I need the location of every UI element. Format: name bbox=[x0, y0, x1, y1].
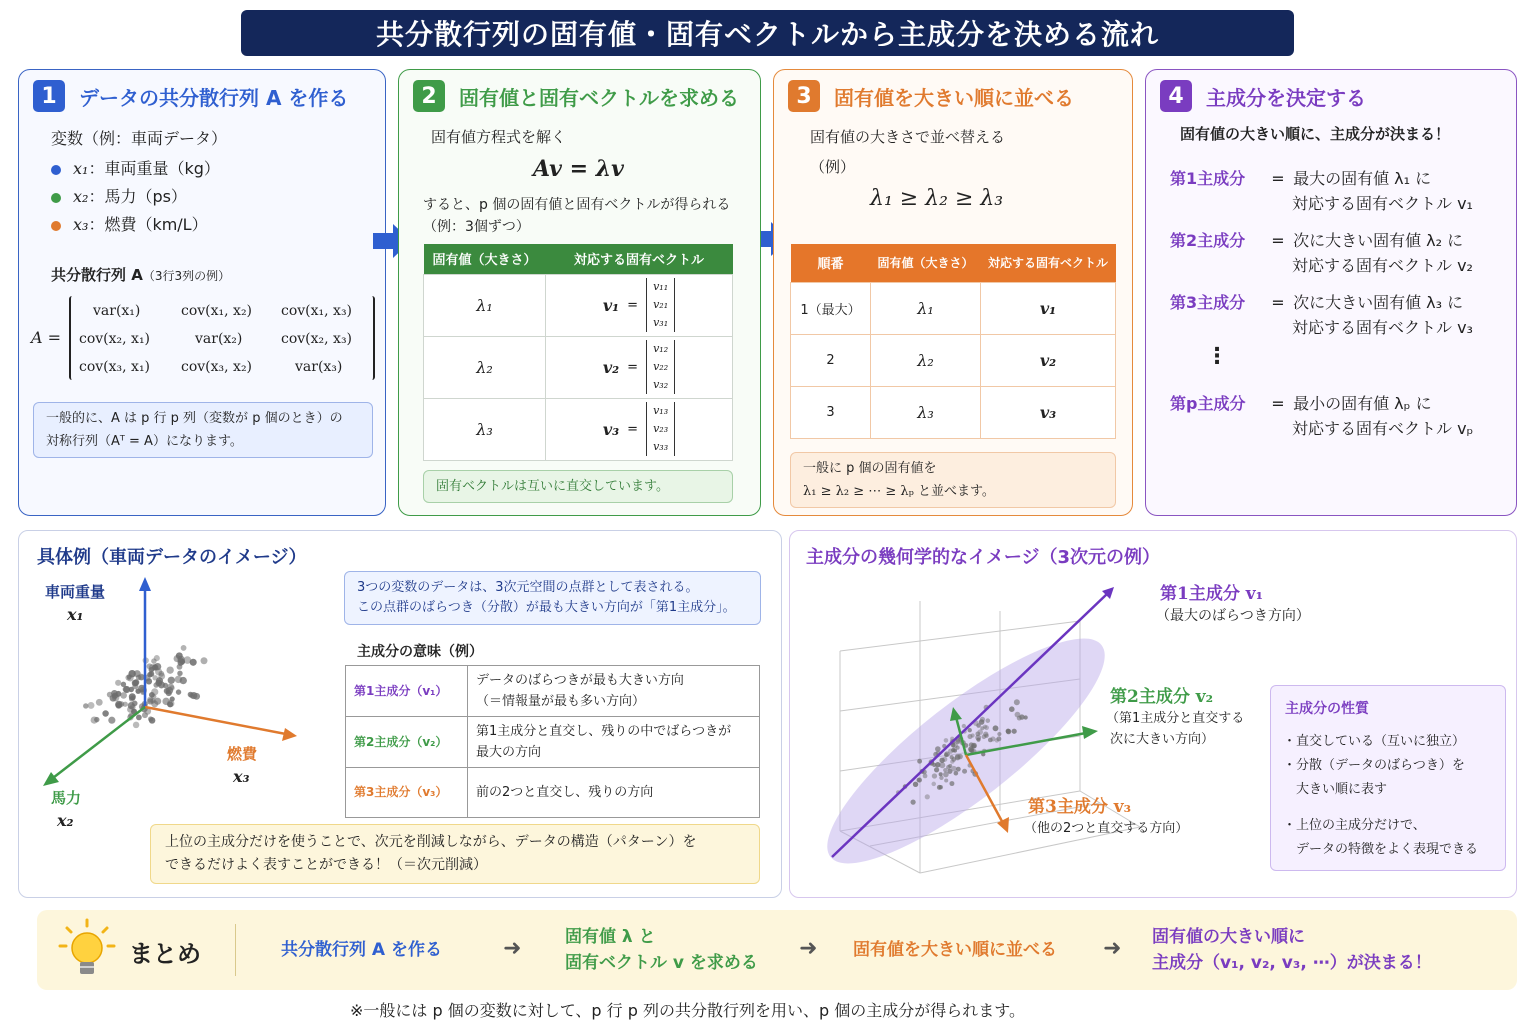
eigen-row-2 bbox=[424, 336, 733, 398]
meaning-row-3 bbox=[346, 768, 760, 818]
meaning-table bbox=[345, 665, 760, 818]
scatter-point bbox=[954, 771, 959, 776]
scatter-point bbox=[910, 799, 915, 804]
scatter-point bbox=[181, 645, 187, 651]
step1-note-line1: 一般的に、A は p 行 p 列（変数が p 個のとき）の bbox=[46, 411, 343, 426]
matrix-cell-23: cov(x₂, x₃) bbox=[281, 331, 353, 347]
var-row-2 bbox=[51, 184, 187, 207]
eigenvalue-2: λ₂ bbox=[424, 336, 546, 398]
property-3b: データの特徴をよく表現できる bbox=[1283, 842, 1479, 857]
pc3-arrow-head bbox=[997, 817, 1009, 833]
scatter-point bbox=[177, 671, 182, 676]
v-comp-23: v₂₃ bbox=[653, 422, 669, 435]
scatter-point bbox=[151, 658, 156, 663]
property-2b: 大きい順に表す bbox=[1283, 782, 1388, 797]
pc2-desc-1: （第1主成分と直交する bbox=[1106, 711, 1245, 726]
sorted-table-header bbox=[791, 244, 1116, 282]
step2-heading: 固有値と固有ベクトルを求める bbox=[459, 85, 739, 110]
pc3-label: 第3主成分 v₃ bbox=[1028, 797, 1132, 817]
sorted-value-3: λ₃ bbox=[871, 386, 981, 438]
scatter-point bbox=[154, 663, 161, 670]
properties-title: 主成分の性質 bbox=[1285, 701, 1369, 717]
meaning-desc-1-line2: （＝情報量が最も多い方向） bbox=[476, 694, 646, 709]
step4-header bbox=[1160, 80, 1366, 112]
example-info bbox=[344, 571, 761, 625]
var-row-3 bbox=[51, 212, 208, 235]
eigen-col-vector: 対応する固有ベクトル bbox=[546, 244, 733, 274]
pc2-label: 第2主成分 v₂ bbox=[1110, 687, 1214, 707]
step3-note bbox=[790, 452, 1116, 508]
step4-panel bbox=[1145, 69, 1517, 516]
v-comp-31: v₃₁ bbox=[653, 316, 669, 329]
step1-note bbox=[33, 402, 373, 458]
step2-text1: すると、p 個の固有値と固有ベクトルが得られる bbox=[423, 197, 731, 213]
step3-panel bbox=[773, 69, 1133, 516]
sorted-col-value: 固有値（大きさ） bbox=[871, 244, 981, 282]
var-dot-1 bbox=[51, 165, 61, 175]
scatter-point bbox=[949, 781, 954, 786]
var-label-1: ：車両重量（kg） bbox=[88, 159, 220, 178]
sorted-row-3 bbox=[791, 386, 1116, 438]
sorted-order-2: 2 bbox=[791, 334, 871, 386]
cov-title bbox=[51, 264, 230, 285]
step2-note: 固有ベクトルは互いに直交しています。 bbox=[423, 470, 733, 503]
summary-step4-line2: 主成分（v₁, v₂, v₃, ⋯）が決まる！ bbox=[1152, 953, 1432, 973]
scatter-point bbox=[931, 782, 936, 787]
matrix-cell-32: cov(x₃, x₂) bbox=[181, 359, 253, 375]
eigen-table-header bbox=[424, 244, 733, 274]
pca-geometry-plot bbox=[810, 581, 1150, 891]
pc-row-2-line2: 対応する固有ベクトル v₂ bbox=[1292, 256, 1473, 275]
scatter-point bbox=[168, 677, 175, 684]
scatter-point bbox=[975, 731, 980, 736]
page-title: 共分散行列の固有値・固有ベクトルから主成分を決める流れ bbox=[241, 10, 1294, 56]
step3-header bbox=[788, 80, 1074, 112]
scatter-point bbox=[939, 772, 943, 776]
summary-step4 bbox=[1152, 924, 1432, 976]
eigenvector-3-sym: v₃ bbox=[602, 419, 620, 439]
scatter-point bbox=[125, 675, 131, 681]
step4-number: 4 bbox=[1160, 80, 1192, 112]
step2-subtitle: 固有値方程式を解く bbox=[431, 128, 567, 146]
var-sym-2: x₂ bbox=[73, 187, 89, 206]
axis-x3-symbol: x₃ bbox=[233, 767, 250, 786]
scatter-point bbox=[976, 738, 980, 742]
scatter-point bbox=[942, 757, 947, 762]
pc-row-p bbox=[1170, 391, 1473, 441]
step1-panel bbox=[18, 69, 386, 516]
pc-row-2-label: 第2主成分 bbox=[1170, 231, 1246, 250]
scatter-point bbox=[162, 698, 169, 705]
summary-step2-line1: 固有値 λ と bbox=[565, 927, 656, 947]
scatter-point bbox=[201, 657, 208, 664]
matrix-cell-33: var(x₃) bbox=[295, 359, 343, 375]
step4-heading: 主成分を決定する bbox=[1206, 85, 1366, 110]
eigenvector-2-eq: = bbox=[627, 359, 639, 375]
axis-x1-head bbox=[139, 577, 151, 591]
step2-panel bbox=[398, 69, 761, 516]
scatter-point bbox=[962, 724, 966, 728]
scatter-point bbox=[944, 751, 950, 757]
matrix-cell-11: var(x₁) bbox=[93, 303, 141, 319]
step2-text2: （例：3個ずつ） bbox=[423, 219, 530, 235]
meaning-desc-2-line1: 第1主成分と直交し、残りの中でばらつきが bbox=[476, 724, 732, 739]
scatter-point bbox=[176, 689, 181, 694]
step3-heading: 固有値を大きい順に並べる bbox=[834, 85, 1074, 110]
scatter-point bbox=[1009, 706, 1015, 712]
scatter-point bbox=[934, 767, 939, 772]
eigenvector-1-eq: = bbox=[627, 297, 639, 313]
eigenvector-1-components bbox=[646, 278, 675, 332]
matrix-lhs: A = bbox=[31, 328, 62, 347]
scatter-point bbox=[156, 677, 163, 684]
axis-x2-label: 馬力 bbox=[51, 789, 82, 807]
summary-step2 bbox=[565, 924, 758, 976]
summary-arrow-3: ➜ bbox=[1103, 936, 1122, 961]
scatter-point bbox=[997, 732, 1001, 736]
properties-box bbox=[1270, 685, 1506, 871]
var-row-1 bbox=[51, 156, 220, 179]
matrix-cell-13: cov(x₁, x₃) bbox=[281, 303, 353, 319]
scatter-point bbox=[147, 697, 153, 703]
matrix-cell-22: var(x₂) bbox=[195, 331, 243, 347]
scatter-point bbox=[937, 785, 942, 790]
step1-note-line2: 対称行列（Aᵀ = A）になります。 bbox=[46, 434, 243, 449]
var-sym-3: x₃ bbox=[73, 215, 89, 234]
pc-row-3 bbox=[1170, 290, 1473, 340]
scatter-point bbox=[962, 769, 967, 774]
scatter-point bbox=[138, 674, 145, 681]
scatter-point bbox=[190, 692, 197, 699]
sorted-col-vector: 対応する固有ベクトル bbox=[981, 244, 1116, 282]
eigenvector-3 bbox=[546, 398, 733, 460]
v-comp-22: v₂₂ bbox=[653, 360, 669, 373]
meaning-label-3: 第3主成分（v₃） bbox=[346, 768, 468, 818]
pc-row-3-line2: 対応する固有ベクトル v₃ bbox=[1292, 318, 1473, 337]
scatter-point bbox=[108, 717, 115, 724]
scatter-point bbox=[971, 733, 975, 737]
property-1: ・直交している（互いに独立） bbox=[1283, 734, 1466, 749]
scatter-point bbox=[980, 726, 984, 730]
sorted-col-order: 順番 bbox=[791, 244, 871, 282]
eigenvector-2-sym: v₂ bbox=[602, 357, 620, 377]
eigenvector-1-sym: v₁ bbox=[602, 295, 620, 315]
axis-x1-symbol: x₁ bbox=[67, 605, 84, 624]
sorted-row-2 bbox=[791, 334, 1116, 386]
geometry-heading: 主成分の幾何学的なイメージ（3次元の例） bbox=[806, 547, 1160, 568]
pc-row-p-line1: 最小の固有値 λₚ に bbox=[1293, 394, 1432, 413]
summary-step2-line2: 固有ベクトル v を求める bbox=[565, 953, 758, 973]
var-label-2: ：馬力（ps） bbox=[88, 187, 187, 206]
cov-title-text: 共分散行列 A bbox=[51, 266, 143, 284]
pc-row-p-label: 第p主成分 bbox=[1170, 394, 1246, 413]
scatter-point bbox=[944, 778, 948, 782]
scatter-point bbox=[119, 701, 125, 707]
summary-divider bbox=[235, 924, 236, 976]
axis-x3-label: 燃費 bbox=[227, 745, 258, 763]
scatter-point bbox=[950, 759, 954, 763]
pc-row-3-label: 第3主成分 bbox=[1170, 293, 1246, 312]
pc-row-2-eq: = bbox=[1271, 231, 1285, 250]
scatter-point bbox=[1012, 729, 1017, 734]
meaning-label-1: 第1主成分（v₁） bbox=[346, 666, 468, 717]
pc-row-3-eq: = bbox=[1271, 293, 1285, 312]
pc-row-2-line1: 次に大きい固有値 λ₂ に bbox=[1293, 231, 1464, 250]
step3-note-line1: 一般に p 個の固有値を bbox=[803, 461, 937, 476]
meaning-desc-1-line1: データのばらつきが最も大きい方向 bbox=[476, 673, 684, 688]
sorted-vector-1: v₁ bbox=[981, 282, 1116, 334]
scatter-point bbox=[130, 695, 135, 700]
scatter-point bbox=[968, 728, 972, 732]
pc-row-1 bbox=[1170, 166, 1473, 216]
summary-step3: 固有値を大きい順に並べる bbox=[853, 940, 1057, 960]
pc-row-3-line1: 次に大きい固有値 λ₃ に bbox=[1293, 293, 1464, 312]
scatter-point bbox=[948, 764, 952, 768]
scatter-point bbox=[969, 742, 974, 747]
eigen-row-1 bbox=[424, 274, 733, 336]
scatter-point bbox=[993, 725, 999, 731]
eigenvector-3-eq: = bbox=[627, 421, 639, 437]
dimension-reduction-note bbox=[150, 824, 760, 884]
eigenvalue-3: λ₃ bbox=[424, 398, 546, 460]
pc1-label: 第1主成分 v₁ bbox=[1160, 584, 1264, 604]
step1-heading: データの共分散行列 A を作る bbox=[79, 85, 349, 110]
scatter-point bbox=[148, 671, 154, 677]
pc-row-p-line2: 対応する固有ベクトル vₚ bbox=[1292, 419, 1474, 438]
scatter-point bbox=[123, 686, 130, 693]
eigenvector-3-components bbox=[646, 402, 675, 456]
scatter-point bbox=[102, 710, 108, 716]
meaning-desc-3 bbox=[468, 768, 760, 818]
scatter-point bbox=[180, 677, 187, 684]
footnote: ※一般には p 個の変数に対して、p 行 p 列の共分散行列を用い、p 個の主成分が得られます。 bbox=[350, 1001, 1025, 1020]
sorted-vector-2: v₂ bbox=[981, 334, 1116, 386]
eigen-equation: Av = λv bbox=[533, 156, 624, 182]
lightbulb-icon bbox=[57, 918, 117, 982]
meaning-row-2 bbox=[346, 717, 760, 768]
example-info-line2: この点群のばらつき（分散）が最も大きい方向が「第1主成分」。 bbox=[357, 600, 736, 615]
scatter-point bbox=[180, 659, 185, 664]
meaning-desc-1 bbox=[468, 666, 760, 717]
v-comp-11: v₁₁ bbox=[653, 280, 669, 293]
axis-x1-label: 車両重量 bbox=[45, 583, 106, 601]
scatter-point bbox=[951, 748, 955, 752]
meaning-label-2: 第2主成分（v₂） bbox=[346, 717, 468, 768]
scatter-point bbox=[1019, 714, 1024, 719]
eigen-ordering: λ₁ ≥ λ₂ ≥ λ₃ bbox=[870, 186, 1004, 211]
sorted-row-1 bbox=[791, 282, 1116, 334]
scatter-point bbox=[984, 725, 989, 730]
step1-number: 1 bbox=[33, 80, 65, 112]
pc1-desc: （最大のばらつき方向） bbox=[1156, 608, 1310, 624]
pc-row-1-eq: = bbox=[1271, 169, 1285, 188]
scatter-point bbox=[94, 717, 99, 722]
scatter-point bbox=[917, 759, 922, 764]
eigenvalue-1: λ₁ bbox=[424, 274, 546, 336]
scatter-point bbox=[167, 683, 174, 690]
summary-arrow-2: ➜ bbox=[799, 936, 818, 961]
eigenvector-2-components bbox=[646, 340, 675, 394]
summary-step4-line1: 固有値の大きい順に bbox=[1152, 927, 1305, 947]
property-3: ・上位の主成分だけで、 bbox=[1283, 818, 1426, 833]
scatter-point bbox=[985, 718, 990, 723]
meaning-title: 主成分の意味（例） bbox=[357, 644, 483, 660]
summary-arrow-1: ➜ bbox=[503, 936, 522, 961]
meaning-desc-2 bbox=[468, 717, 760, 768]
pc-vertical-dots: ⋮ bbox=[1206, 344, 1228, 369]
dimension-reduction-line1: 上位の主成分だけを使うことで、次元を削減しながら、データの構造（パターン）を bbox=[165, 834, 697, 850]
var-dot-2 bbox=[51, 193, 61, 203]
scatter-point bbox=[112, 694, 119, 701]
scatter-point bbox=[88, 702, 95, 709]
step4-subtitle: 固有値の大きい順に、主成分が決まる！ bbox=[1180, 125, 1451, 143]
v-comp-21: v₂₁ bbox=[653, 298, 669, 311]
pc-row-p-eq: = bbox=[1271, 394, 1285, 413]
scatter-point bbox=[939, 762, 945, 768]
pc-row-1-label: 第1主成分 bbox=[1170, 169, 1246, 188]
scatter-point bbox=[916, 778, 920, 782]
axis-x3 bbox=[145, 707, 291, 735]
summary-bar bbox=[37, 910, 1517, 990]
sorted-vector-3: v₃ bbox=[981, 386, 1116, 438]
eigenvector-1 bbox=[546, 274, 733, 336]
scatter-point bbox=[980, 717, 985, 722]
step3-example: （例） bbox=[810, 158, 856, 176]
sorted-order-1: 1（最大） bbox=[791, 282, 871, 334]
example-info-line1: 3つの変数のデータは、3次元空間の点群として表される。 bbox=[357, 580, 699, 595]
scatter-point bbox=[115, 680, 121, 686]
cov-subtitle: （3行3列の例） bbox=[142, 269, 231, 283]
var-dot-3 bbox=[51, 221, 61, 231]
scatter-point bbox=[932, 773, 937, 778]
scatter-point bbox=[913, 782, 918, 787]
pc2-desc-2: 次に大きい方向） bbox=[1110, 732, 1215, 747]
scatter-point bbox=[925, 794, 930, 799]
pc2-arrow-head bbox=[1082, 726, 1098, 739]
geometry-panel bbox=[789, 530, 1517, 898]
scatter-point bbox=[1014, 699, 1020, 705]
vars-title: 変数（例：車両データ） bbox=[51, 129, 228, 148]
v-comp-12: v₁₂ bbox=[653, 342, 669, 355]
pc-row-1-line1: 最大の固有値 λ₁ に bbox=[1293, 169, 1432, 188]
eigen-table bbox=[423, 244, 733, 461]
meaning-desc-3-line1: 前の2つと直交し、残りの方向 bbox=[476, 785, 654, 800]
var-sym-1: x₁ bbox=[73, 159, 89, 178]
meaning-row-1 bbox=[346, 666, 760, 717]
scatter-point bbox=[944, 738, 949, 743]
scatter-point bbox=[956, 767, 961, 772]
var-label-3: ：燃費（km/L） bbox=[88, 215, 208, 234]
step2-header bbox=[413, 80, 739, 112]
step3-number: 3 bbox=[788, 80, 820, 112]
scatter-point bbox=[170, 696, 175, 701]
scatter-point bbox=[96, 699, 103, 706]
step3-note-line2: λ₁ ≥ λ₂ ≥ ⋯ ≥ λₚ と並べます。 bbox=[803, 484, 995, 499]
scatter-point bbox=[947, 769, 952, 774]
v-comp-33: v₃₃ bbox=[653, 440, 669, 453]
scatter-point bbox=[957, 754, 962, 759]
pc3-desc: （他の2つと直交する方向） bbox=[1024, 821, 1189, 836]
eigen-row-3 bbox=[424, 398, 733, 460]
example-heading: 具体例（車両データのイメージ） bbox=[37, 547, 307, 568]
v-comp-32: v₃₂ bbox=[653, 378, 669, 391]
step1-header bbox=[33, 80, 348, 112]
v-comp-13: v₁₃ bbox=[653, 404, 669, 417]
sorted-order-3: 3 bbox=[791, 386, 871, 438]
step2-number: 2 bbox=[413, 80, 445, 112]
scatter-point bbox=[1006, 729, 1011, 734]
scatter-point bbox=[174, 655, 181, 662]
summary-step1: 共分散行列 A を作る bbox=[281, 940, 442, 960]
meaning-desc-2-line2: 最大の方向 bbox=[476, 745, 542, 760]
sorted-table bbox=[790, 244, 1116, 439]
summary-label: まとめ bbox=[129, 940, 201, 968]
matrix-cell-31: cov(x₃, x₁) bbox=[79, 359, 151, 375]
matrix-cell-21: cov(x₂, x₁) bbox=[79, 331, 151, 347]
scatter-point bbox=[133, 722, 139, 728]
axis-x2-symbol: x₂ bbox=[57, 811, 74, 830]
axis-x3-head bbox=[282, 728, 297, 741]
scatter-point bbox=[148, 716, 153, 721]
scatter-point bbox=[984, 733, 988, 737]
sorted-value-1: λ₁ bbox=[871, 282, 981, 334]
eigen-col-value: 固有値（大きさ） bbox=[424, 244, 546, 274]
scatter-point bbox=[177, 664, 183, 670]
dimension-reduction-line2: できるだけよく表すことができる！（＝次元削減） bbox=[165, 857, 487, 873]
sorted-value-2: λ₂ bbox=[871, 334, 981, 386]
scatter-point bbox=[939, 776, 943, 780]
scatter-point bbox=[120, 692, 127, 699]
scatter-point bbox=[935, 746, 941, 752]
pc-row-1-line2: 対応する固有ベクトル v₁ bbox=[1292, 194, 1473, 213]
pc-row-2 bbox=[1170, 228, 1473, 278]
scatter-point bbox=[133, 679, 139, 685]
step3-subtitle: 固有値の大きさで並べ替える bbox=[810, 128, 1006, 146]
property-2: ・分散（データのばらつき）を bbox=[1283, 758, 1465, 773]
scatter-point bbox=[990, 736, 995, 741]
scatter-point bbox=[166, 666, 173, 673]
scatter-point bbox=[136, 715, 142, 721]
eigenvector-2 bbox=[546, 336, 733, 398]
matrix-cell-12: cov(x₁, x₂) bbox=[181, 303, 253, 319]
scatter-point bbox=[146, 678, 152, 684]
